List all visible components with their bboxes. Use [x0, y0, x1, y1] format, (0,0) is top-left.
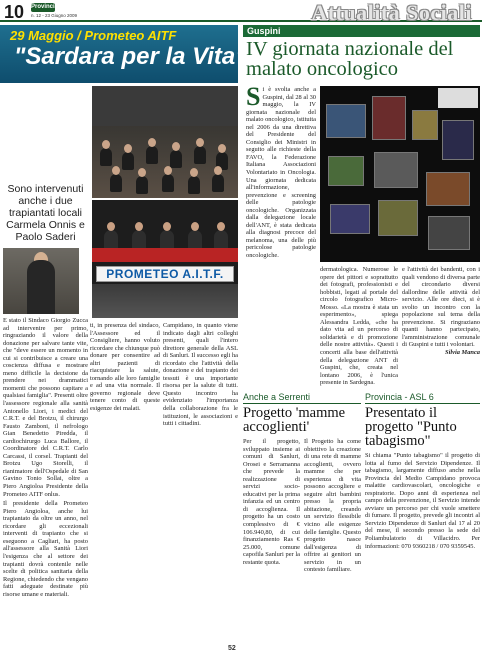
bottom-left-paragraph: Il Progetto ha come obiettivo la creazione di una rete di mamme accoglienti, ovvero mamme che per esperienza di vita possono accogliere e seguire altri bambini presso la propria abitazione, creando un servizio flessibile vicino alle esigenze delle famiglie. Questo progetto nasce dall'esigenza di offrire ai genitori un servizio in un contesto familiare. [304, 438, 361, 574]
left-article-paragraph: Il presidente della Prometeo Piero Angioloa, anche lui trapiantato da oltre un anno, nel ricordare gli eccezionali interventi di trapianto che si eseguono a Cagliari, ha posto all'assessore alla Sanità Liori l'esigenza che al settore dei trapianti dovrà contenile nelle scelte di politica sanitaria della Regione, chiedendo che vengano fatti adeguate destinate più risorse umane e materiali. [3, 500, 88, 598]
article-signature: Silvia Manca [445, 349, 480, 357]
article-subheadline: Sono intervenuti anche i due trapiantati locali Carmela Onnis e Paolo Saderi [6, 183, 85, 243]
person-head [102, 140, 110, 149]
person-head [112, 166, 120, 175]
panelist-figure [160, 230, 174, 250]
framed-picture [428, 216, 470, 250]
bottom-left-kicker: Anche a Serrenti [243, 392, 361, 404]
person-head [218, 144, 226, 153]
audience-photo [92, 86, 238, 198]
left-article-banner [0, 25, 247, 83]
person-head [148, 138, 156, 147]
speaker-photo [3, 248, 79, 314]
right-article-kicker: Guspini [247, 26, 281, 36]
right-article-title: IV giornata nazionale del malato oncologico [246, 38, 454, 80]
left-article-paragraph: Campidano, in quanto viene indicato dagli altri colleghi presenti, quali l'intero direttore generale della ASL di Sanluri. Il successo egli ha ricordato che l'attività della donazione e del trapianto dei tessuti è una importante risorsa per la salute di tutti. Questo incontro ha evidenziato l'importanza della collaborazione fra le istituzioni, le associazioni e tutti i cittadini. [163, 322, 238, 428]
bottom-right-paragraph: Si chiama "Punto tabagismo" il progetto di lotta al fumo del Servizio Dipendenze. Il tabagismo, largamente diffuso anche nella Provincia del Medio Campidano provoca malattie cardiovascolari, oncologiche e respiratorie. Dopo anni di esperienza nel campo della prevenzione, il Servizio intende avviare un percorso per chi vuole smettere di fumare. Il progetto, prevede gli incontri al Servizio Dipendenze di Sanluri dal 17 al 20 del mese, il secondo presso la sede del Poliambulatorio di Villacidro. Per informazioni: 070 9360218 / 070 9359545. [365, 452, 480, 550]
person-figure [170, 150, 182, 168]
page-header [0, 0, 482, 25]
left-article-paragraph: ti, in presenza del sindaco, l'Assessore ed il Consigliere, hanno voluto ricordare che chiunque può donare per consentire ad altri pazienti di riacquistare la salute, tornando alle loro famiglie e ad una vita normale. Il governo regionale deve tenere conto di queste esigenze dei malati. [90, 322, 160, 413]
drop-cap: S [246, 82, 261, 111]
panel-table [92, 248, 238, 262]
issue-date: n. 12 - 23 Giugno 2009 [31, 13, 78, 18]
page-mark: 52 [228, 645, 236, 652]
person-figure [100, 148, 112, 166]
speaker-body [27, 260, 55, 314]
person-figure [146, 146, 158, 164]
person-figure [194, 146, 206, 164]
framed-picture [326, 104, 366, 138]
panelist-head [163, 222, 171, 231]
left-column-body [3, 317, 88, 598]
framed-picture [426, 172, 470, 206]
panelist-head [217, 222, 225, 231]
page-number: 10 [4, 2, 25, 22]
bottom-right-title: Presentato il progetto "Punto tabagismo" [365, 405, 457, 449]
panel-photo [92, 200, 238, 318]
person-head [214, 166, 222, 175]
panelist-figure [188, 230, 202, 250]
left-article-column-3 [163, 322, 238, 428]
framed-picture [442, 120, 474, 160]
right-article-column-2 [320, 266, 398, 387]
bottom-left-paragraph: Per il progetto, sviluppato insieme ai comuni di Sanluri, Orosei e Serramanna che prevede la realizzazione di servizi socio-educativi per la prima infanzia ed un centro di accoglienza. Il progetto ha un costo complessivo di € 106.940,80, di cui finanziamento Ras € 25.000, comune capofila Sanluri per la restante quota. [243, 438, 300, 566]
photo-wall [92, 86, 238, 126]
person-head [172, 142, 180, 151]
bottom-right-article [365, 392, 480, 550]
panelist-head [191, 222, 199, 231]
person-head [190, 168, 198, 177]
person-figure [122, 152, 134, 170]
right-article-paragraph: i è svolta anche a Guspini, dal 28 al 30 maggio, la IV giornata nazionale del malato oncologico, istituita nel 2006 da una direttiva del Presidente del Consiglio dei Ministri in seguito alle richieste della FAVO, la Federazione Italiana Associazioni Volontariato in Oncologia. Una giornata dedicata all'informazione, prevenzione e screening delle patologie oncologiche. Organizzata dalla delegazione locale dell'ANT, è stata dedicata alla diagnosi precoce del melanoma, una delle più pericolose patologie oncologiche. [246, 86, 316, 260]
person-head [138, 168, 146, 177]
exhibition-photo [320, 86, 480, 262]
bottom-left-title: Progetto 'mamme accoglienti' [243, 405, 346, 435]
person-head [164, 166, 172, 175]
framed-picture [330, 204, 370, 234]
person-figure [162, 174, 174, 192]
person-head [196, 138, 204, 147]
panelist-head [135, 222, 143, 231]
framed-picture [412, 110, 438, 140]
banner-title: "Sardara per la Vita" [14, 43, 247, 70]
right-article-paragraph: e l'attività dei bandenti, con i quali vendono di diversa parte del circondario diversi dallordine delle attività del servizio. Alle ore dieci, si è svolto un incontro con la popolazione sul tema della prevenzione. Si ringraziano quanti hanno partecipato, l'amministrazione comunale di Guspini e tutti i volontari. [402, 266, 480, 349]
section-title: Attualità Sociali [311, 0, 472, 25]
right-article-column-3 [402, 266, 480, 357]
person-figure [136, 176, 148, 194]
panelist-head [107, 222, 115, 231]
person-figure [110, 174, 122, 192]
framed-picture [328, 156, 364, 186]
newspaper-logo: Provinciale [31, 4, 64, 10]
panelist-figure [104, 230, 118, 250]
right-article-kicker-bar [243, 25, 480, 37]
bottom-left-article [243, 392, 361, 574]
left-article-paragraph: E stato il Sindaco Giorgio Zucca ad intervenire per primo, ringraziando il valore della donazione per salvare tante vite, che "deve essere un momento in cui si contribuisce a creare una coscienza diffusa e mostrare meno difficile la decisione da prendere nei drammatici momenti che possono capitare a qualsiasi famiglia". Presenti oltre l'assessore regionale alla sanità Antonello Liori, i medici del C.R.T. e del Brotzu, il chirurgo Fausto Zamboni, il nefrologo Gian Benedetto Piredda, il cardiochirurgo Luca Ballore, il Coordinatore del C.R.T. Carlo Carcassi, il corsel. Trapianti del Brotzu Ugo Storelli, il rianimatore dell'Ospedale di San Gavino Tonio Sollai, oltre a Piero Angioloa Presidente della Prometeo AITF onlus. [3, 317, 88, 498]
person-head [124, 144, 132, 153]
right-article-paragraph: dermatologica. Numerose le opere dei pittori e soprattutto dei fotografi, professionisti e hobbisti, legati al portale del circolo fotografico Micro-Mosso. «La mostra è stata un esperimento», spiega Alessandra Ledda, «che ha dato vita ad un percorso di solidarietà e di promozione delle nostre attività». Questi i concerti alla base dell'attività della delegazione ANT di Guspini, che, creata nel lontano 2006, è l'unica presente in Sardegna. [320, 266, 398, 387]
photo-floor [92, 284, 238, 318]
left-column [3, 183, 88, 247]
panelist-figure [214, 230, 228, 250]
framed-picture [372, 96, 406, 140]
prometeo-sign: PROMETEO A.I.T.F. [96, 266, 234, 282]
bottom-right-kicker: Provincia - ASL 6 [365, 392, 480, 404]
panelist-figure [132, 230, 146, 250]
wall-caption [438, 88, 478, 108]
left-article-column-2 [90, 322, 160, 413]
person-figure [212, 174, 224, 192]
framed-picture [378, 200, 418, 236]
framed-picture [374, 152, 418, 188]
person-figure [188, 176, 200, 194]
right-article-column-1 [246, 82, 316, 260]
banner-kicker: 29 Maggio / Prometeo AITF [10, 28, 177, 43]
